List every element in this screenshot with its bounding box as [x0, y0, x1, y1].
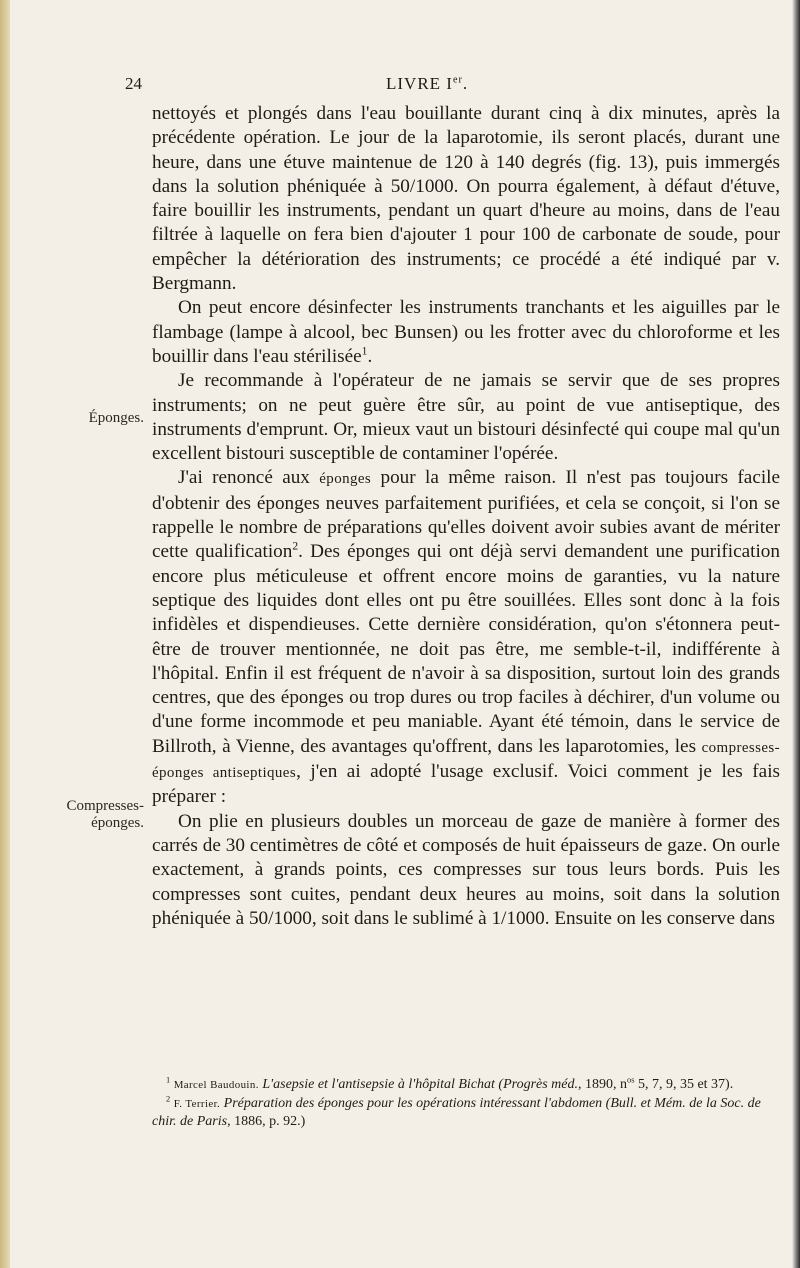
- page-gutter: [0, 0, 10, 1268]
- paragraph: Je recommande à l'opérateur de ne jamais se servir que de ses propres instruments; on ne peut guère être sûr, au point de vue antiseptique, des instruments d'emprunt. Or, mieux vaut un bistouri désinfecté qui coupe mal qu'un excellent bistouri susceptible de contaminer l'opérée.: [152, 370, 780, 465]
- paragraph: nettoyés et plongés dans l'eau bouillante durant cinq à dix minutes, après la précédente opération. Le jour de la laparotomie, ils seront placés, durant une heure, dans une étuve maintenue de 120 à 140 degrés (fig. 13), puis immergés dans la solution phéniquée à 50/1000. On pourra également, à défaut d'étuve, faire bouillir les instruments, pendant un quart d'heure au moins, dans de l'eau filtrée à laquelle on fera bien d'ajouter 1 pour 100 de carbonate de soude, pour empêcher la détérioration des instruments; ce procédé a été indiqué par v. Bergmann.: [152, 103, 780, 295]
- page-edge: [792, 0, 800, 1268]
- running-title: LIVRE Ier.: [386, 74, 469, 93]
- main-text: [152, 102, 780, 931]
- running-header: [0, 74, 800, 98]
- footnote-1: $^1$ Marcel Baudouin. L'asepsie et l'antisepsie à l'hôpital Bichat (Progrès méd., 1890, $n^{os}$ 5, 7, 9, 35 et 37).: [166, 1075, 734, 1092]
- footnote-2: $^2$ F. Terrier. Préparation des éponges pour les opérations intéressant l'abdomen (Bull. et Mém. de la Soc. de chir. de Paris, 1886, p. 92.): [152, 1093, 761, 1129]
- paragraph: J'ai renoncé aux éponges pour la même raison. Il n'est pas toujours facile d'obtenir des éponges neuves parfaitement purifiées, et cela se conçoit, si l'on se rappelle le nombre de préparations qu'elles doivent avoir subies avant de mériter cette qualification$^2$. Des éponges qui ont déjà servi demandent une purification encore plus méticuleuse et offrent encore moins de garanties, vu la nature septique des liquides dont elles ont pu être souillées. Elles sont donc à la fois infidèles et dispendieuses. Cette dernière considération, qu'on s'étonnera peut-être de trouver mentionnée, ne doit pas être, me semble-t-il, indifférente à l'hôpital. Enfin il est fréquent de n'avoir à sa disposition, surtout loin des grands centres, que des éponges ou trop dures ou trop faciles à déchirer, d'un volume ou d'une forme incommode et peu maniable. Ayant été témoin, dans le service de Billroth, à Vienne, des avantages qu'offrent, dans les laparotomies, les compresses-éponges antiseptiques, j'en ai adopté l'usage exclusif. Voici comment je les fais préparer :: [152, 467, 781, 808]
- paragraph: On plie en plusieurs doubles un morceau de gaze de manière à former des carrés de 30 centimètres de côté et composés de huit épaisseurs de gaze. On ourle exactement, à grands points, ces compresses sur tous leurs bords. Puis les compresses sont cuites, pendant deux heures au moins, soit dans la solution phéniquée à 50/1000, soit dans le sublimé à 1/1000. Ensuite on les conserve dans: [152, 810, 780, 929]
- margin-note-compresses: Compresses- éponges.: [66, 798, 144, 831]
- footnotes: [152, 1076, 780, 1131]
- paragraph: On peut encore désinfecter les instruments tranchants et les aiguilles par le flambage (lampe à alcool, bec Bunsen) ou les frotter avec du chloroforme et les bouillir dans l'eau stérilisée$^1$.: [152, 297, 780, 367]
- margin-note-eponges: Éponges.: [88, 410, 144, 426]
- page-number: 24: [125, 74, 142, 93]
